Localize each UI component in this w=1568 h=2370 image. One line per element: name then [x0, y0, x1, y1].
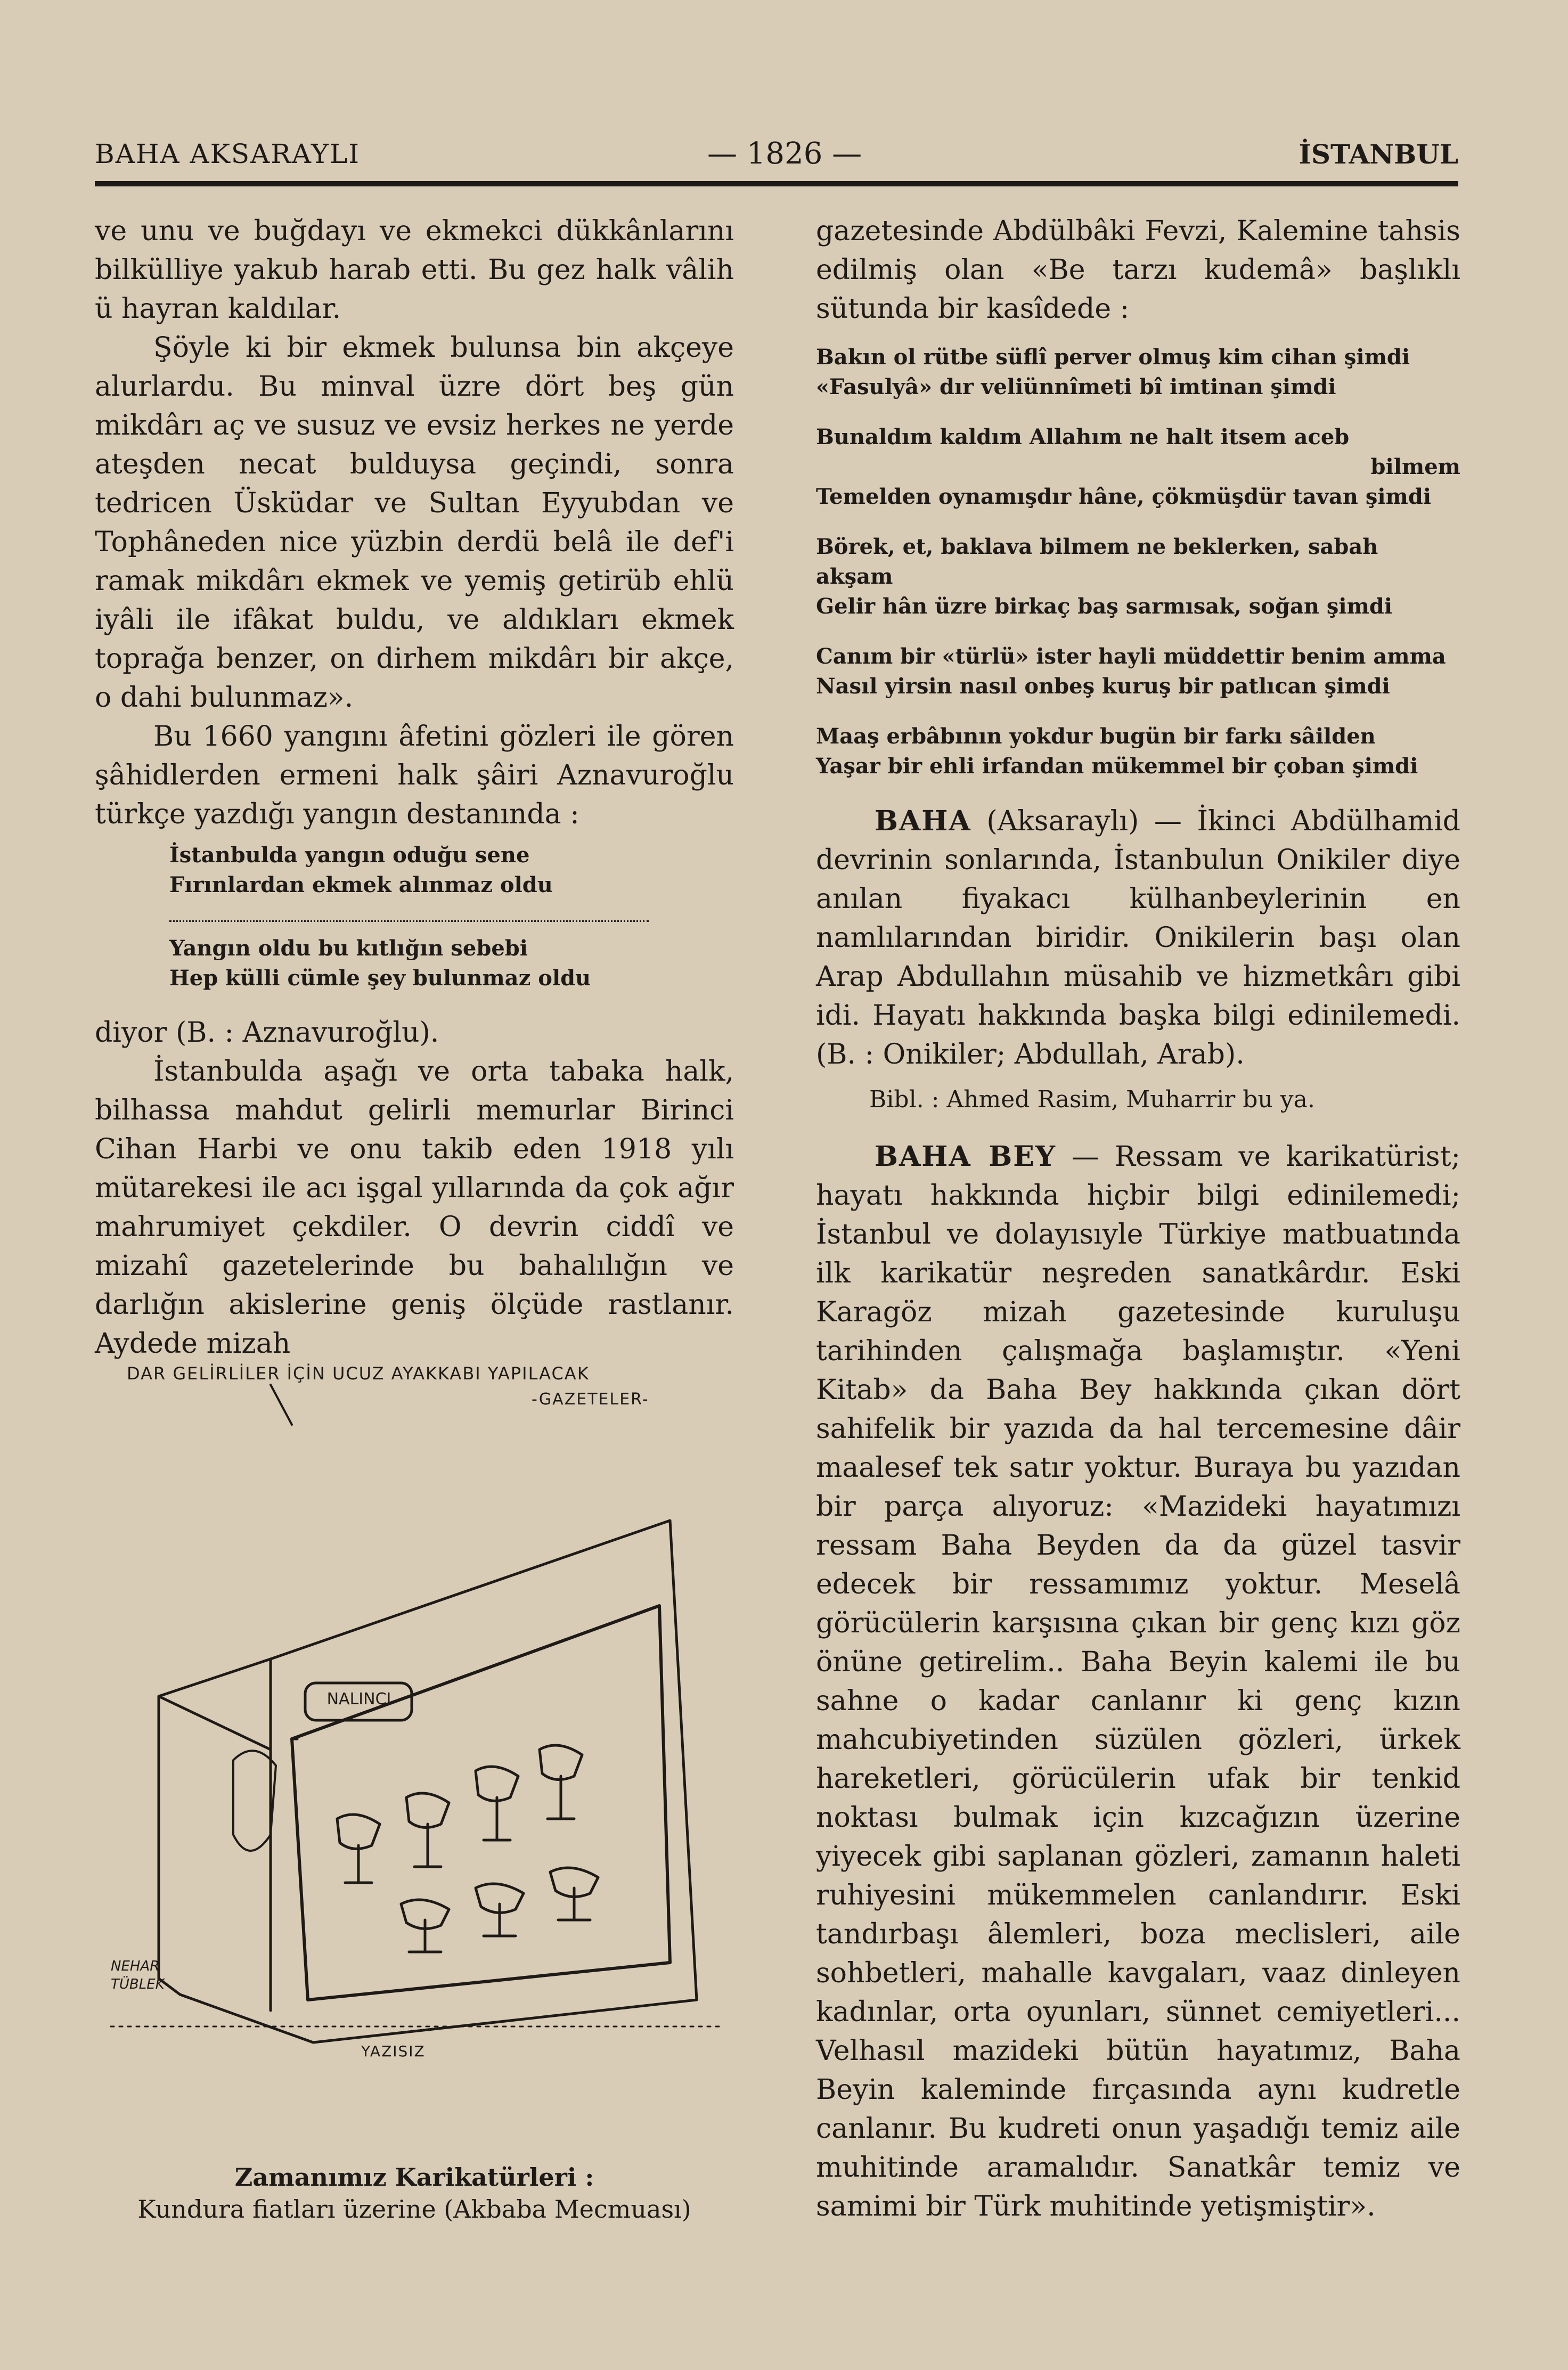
- header-volume: İSTANBUL: [1298, 138, 1458, 170]
- left-para-2: Şöyle ki bir ekmek bulunsa bin akçeye alurlardu. Bu minval üzre dört beş gün mikdârı aç ve susuz ve evsiz herkes ne yerde ateşden necat bulduysa geçindi, sonra tedricen Üsküdar ve Sultan Eyyubdan ve Tophâneden nice yüzbin derdü belâ ile def'i ramak mikdârı ekmek ve yemiş getirüb ehlü iyâli ile ifâkat buldu, ve aldıkları ekmek toprağa benzer, on dirhem mikdârı bir akçe, o dahi bulunmaz».: [95, 332, 734, 714]
- cartoon-caption: [95, 2161, 734, 2225]
- bibliography: Bibl. : Ahmed Rasim, Muharrir bu ya.: [869, 1086, 1315, 1113]
- cartoon-bottom-label: YAZISIZ: [361, 2042, 426, 2060]
- fevzi-kaside: [816, 342, 1460, 781]
- shoe-display: [337, 1745, 598, 1952]
- entry-headword: BAHA BEY: [875, 1140, 1056, 1173]
- poem-line: Fırınlardan ekmek alınmaz oldu: [169, 872, 553, 897]
- artist-signature: [111, 1957, 165, 1993]
- poem-line: Maaş erbâbının yokdur bugün bir farkı sâilden: [816, 724, 1376, 749]
- header-entry-name: BAHA AKSARAYLI: [95, 138, 360, 169]
- poem-ellipsis-divider: [169, 920, 649, 922]
- page-number: — 1826 —: [707, 136, 862, 171]
- shop-sign-text: NALINCI: [326, 1690, 391, 1709]
- right-column: [816, 212, 1460, 2226]
- poem-line: Yaşar bir ehli irfandan mükemmel bir çoban şimdi: [816, 754, 1418, 779]
- entry-baha-bey: [816, 1137, 1460, 2226]
- left-column: [95, 212, 734, 1363]
- poem-line: İstanbulda yangın oduğu sene: [169, 843, 530, 868]
- entry-headword: BAHA: [875, 805, 971, 837]
- left-para-5: İstanbulda aşağı ve orta tabaka halk, bilhassa mahdut gelirli memurlar Birinci Cihan Harbi ve onu takib eden 1918 yılı mütarekesi ile acı işgal yıllarında da çok ağır mahrumiyet çekdiler. O devrin ciddî ve mizahî gazetelerinde bu bahalılığın ve darlığın akislerine geniş ölçüde rastlanır. Aydede mizah: [95, 1056, 734, 1360]
- left-para-4: diyor (B. : Aznavuroğlu).: [95, 1017, 439, 1049]
- signature-line: TÜBLEK: [111, 1976, 165, 1992]
- cartoon-drawing: [95, 1355, 734, 2080]
- left-para-3: Bu 1660 yangını âfetini gözleri ile gören şâhidlerden ermeni halk şâiri Aznavuroğlu türkçe yazdığı yangın destanında :: [95, 721, 734, 830]
- signature-line: NEHAR: [111, 1958, 160, 1974]
- entry-baha-aksarayli: [816, 802, 1460, 1074]
- poem-line: Bakın ol rütbe süflî perver olmuş kim cihan şimdi: [816, 345, 1410, 370]
- cartoon-headline: DAR GELİRLİLER İÇİN UCUZ AYAKKABI YAPILACAK: [127, 1363, 590, 1384]
- shop-outline: [159, 1521, 697, 2042]
- poem-line: Bunaldım kaldım Allahım ne halt itsem aceb: [816, 424, 1350, 450]
- poem-line: «Fasulyâ» dır veliünnîmeti bî imtinan şimdi: [816, 374, 1336, 399]
- header-rule: [95, 181, 1458, 186]
- poem-line: Temelden oynamışdır hâne, çökmüşdür tavan şimdi: [816, 484, 1432, 509]
- entry-text: (Aksaraylı) — İkinci Abdülhamid devrinin sonlarında, İstanbulun Onikiler diye anılan fiyakacı külhanbeylerinin en namlılarından biridir. Onikilerin başı olan Arap Abdullahın müsahib ve hizmetkârı gibi idi. Hayatı hakkında başka bilgi edinilemedi. (B. : Onikiler; Abdullah, Arab).: [816, 805, 1460, 1070]
- poem-line: Hep külli cümle şey bulunmaz oldu: [169, 966, 591, 991]
- page-header: [95, 133, 1458, 176]
- entry-text: — Ressam ve karikatürist; hayatı hakkında hiçbir bilgi edinilemedi; İstanbul ve dolayısıyle Türkiye matbuatında ilk karikatür neşreden sanatkârdır. Eski Karagöz mizah gazetesinde kuruluşu tarihinden çalışmağa başlamıştır. «Yeni Kitab» da Baha Bey hakkında çıkan dört sahifelik bir yazıda da hal tercemesine dâir maalesef tek satır yoktur. Buraya bu yazıdan bir parça alıyoruz: «Mazideki hayatımızı ressam Baha Beyden da da güzel tasvir edecek bir ressamımız yoktur. Meselâ görücülerin karşısına çıkan bir genç kızı göz önüne getirelim.. Baha Beyin kalemi ile bu sahne o kadar canlanır ki genç kızın mahcubiyetinden süzülen gözleri, ürkek hareketleri, görücülerin ufak bir tenkid noktası bulmak için kızcağızın üzerine yiyecek gibi saplanan gözleri, zamanın haleti ruhiyesini mükemmelen canlandırır. Eski tandırbaşı âlemleri, boza meclisleri, aile sohbetleri, mahalle kavgaları, vaaz dinleyen kadınlar, orta oyunları, sünnet cemiyetleri... Velhasıl mazideki bütün hayatımız, Baha Beyin kaleminde fırçasında aynı kudretle canlanır. Bu kudreti onun yaşadığı temiz aile muhitinde aramalıdır. Sanatkâr temiz ve samimi bir Türk muhitinde yetişmiştir».: [816, 1141, 1460, 2222]
- aznavuroglu-poem: [169, 840, 734, 993]
- caption-title: Zamanımız Karikatürleri :: [234, 2163, 594, 2192]
- cartoon-source: -GAZETELER-: [532, 1390, 649, 1409]
- cartoon-illustration: [95, 1355, 734, 2080]
- right-para-1: gazetesinde Abdülbâki Fevzi, Kalemine tahsis edilmiş olan «Be tarzı kudemâ» başlıklı sütunda bir kasîdede :: [816, 215, 1460, 325]
- poem-line: Canım bir «türlü» ister hayli müddettir benim amma: [816, 644, 1446, 669]
- poem-line: Nasıl yirsin nasıl onbeş kuruş bir patlıcan şimdi: [816, 674, 1390, 699]
- poem-line: Börek, et, baklava bilmem ne beklerken, sabah akşam: [816, 534, 1378, 589]
- poem-line: bilmem: [1370, 454, 1460, 479]
- caption-source: Kundura fiatları üzerine (Akbaba Mecmuası): [137, 2195, 691, 2224]
- left-para-1: ve unu ve buğdayı ve ekmekci dükkânlarını bilkülliye yakub harab etti. Bu gez halk vâlih ü hayran kaldılar.: [95, 215, 734, 325]
- poem-line: Yangın oldu bu kıtlığın sebebi: [169, 936, 528, 961]
- poem-line: Gelir hân üzre birkaç baş sarmısak, soğan şimdi: [816, 594, 1393, 619]
